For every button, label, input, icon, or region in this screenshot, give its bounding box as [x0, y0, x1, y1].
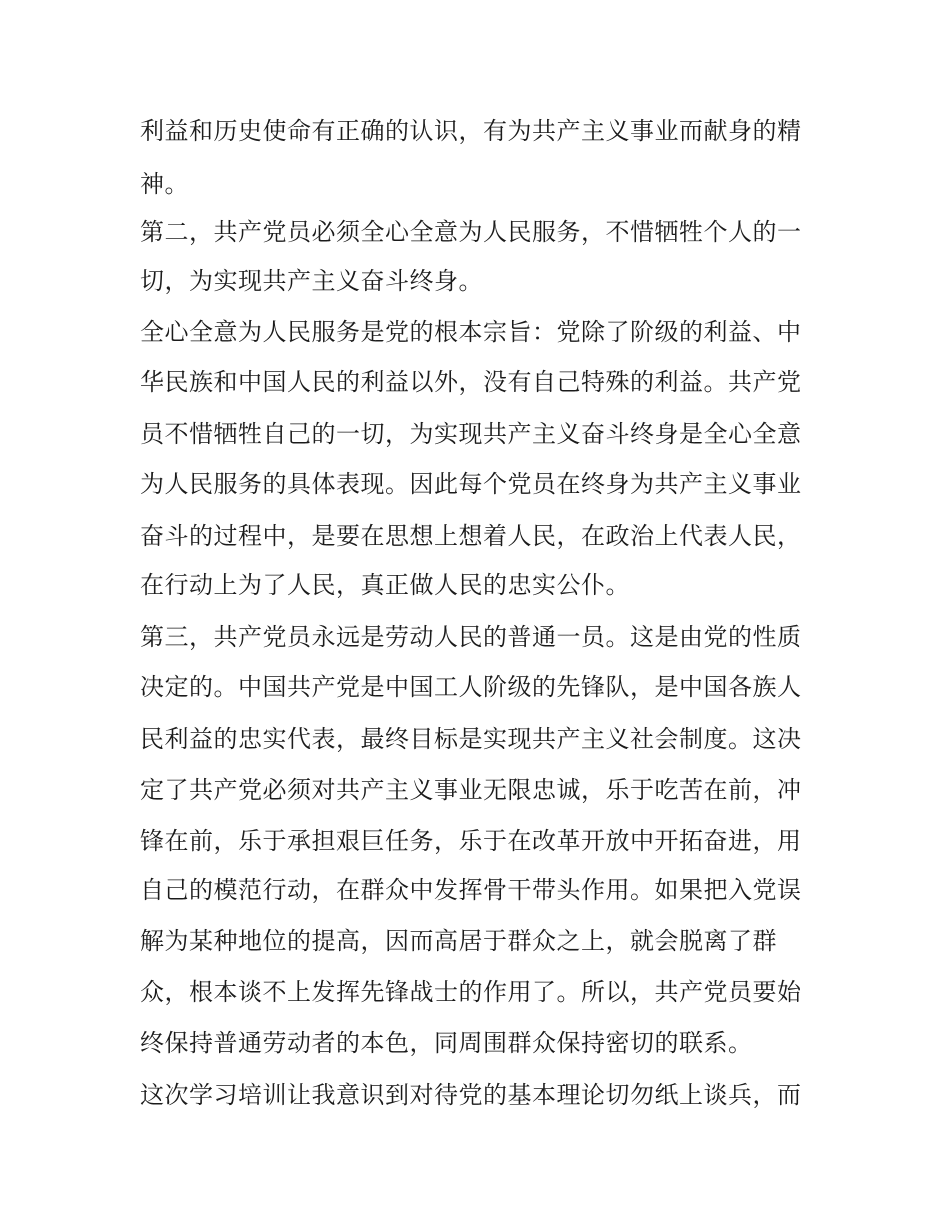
text-line: 神。 [140, 170, 189, 198]
text-line: 众，根本谈不上发挥先锋战士的作用了。所以，共产党员要始 [140, 978, 802, 1006]
text-line: 在行动上为了人民，真正做人民的忠实公仆。 [140, 571, 630, 599]
text-line: 为人民服务的具体表现。因此每个党员在终身为共产主义事业 [140, 470, 802, 498]
text-line: 终保持普通劳动者的本色，同周围群众保持密切的联系。 [140, 1029, 753, 1057]
text-line: 解为某种地位的提高，因而高居于群众之上，就会脱离了群 [140, 927, 777, 955]
text-line: 利益和历史使命有正确的认识，有为共产主义事业而献身的精 [140, 117, 802, 145]
text-line: 锋在前，乐于承担艰巨任务，乐于在改革开放中开拓奋进，用 [140, 827, 802, 855]
text-line: 华民族和中国人民的利益以外，没有自己特殊的利益。共产党 [140, 368, 802, 396]
text-line: 第三，共产党员永远是劳动人民的普通一员。这是由党的性质 [140, 623, 802, 651]
text-line: 员不惜牺牲自己的一切，为实现共产主义奋斗终身是全心全意 [140, 420, 802, 448]
text-line: 切，为实现共产主义奋斗终身。 [140, 267, 483, 295]
text-line: 奋斗的过程中，是要在思想上想着人民，在政治上代表人民， [140, 522, 802, 550]
text-line: 全心全意为人民服务是党的根本宗旨：党除了阶级的利益、中 [140, 318, 802, 346]
text-line: 民利益的忠实代表，最终目标是实现共产主义社会制度。这决 [140, 725, 802, 753]
text-line: 自己的模范行动，在群众中发挥骨干带头作用。如果把入党误 [140, 876, 802, 904]
text-line: 第二，共产党员必须全心全意为人民服务，不惜牺牲个人的一 [140, 218, 802, 246]
text-line: 决定的。中国共产党是中国工人阶级的先锋队，是中国各族人 [140, 673, 802, 701]
text-line: 这次学习培训让我意识到对待党的基本理论切勿纸上谈兵，而 [140, 1081, 802, 1109]
text-line: 定了共产党必须对共产主义事业无限忠诚，乐于吃苦在前，冲 [140, 776, 802, 804]
